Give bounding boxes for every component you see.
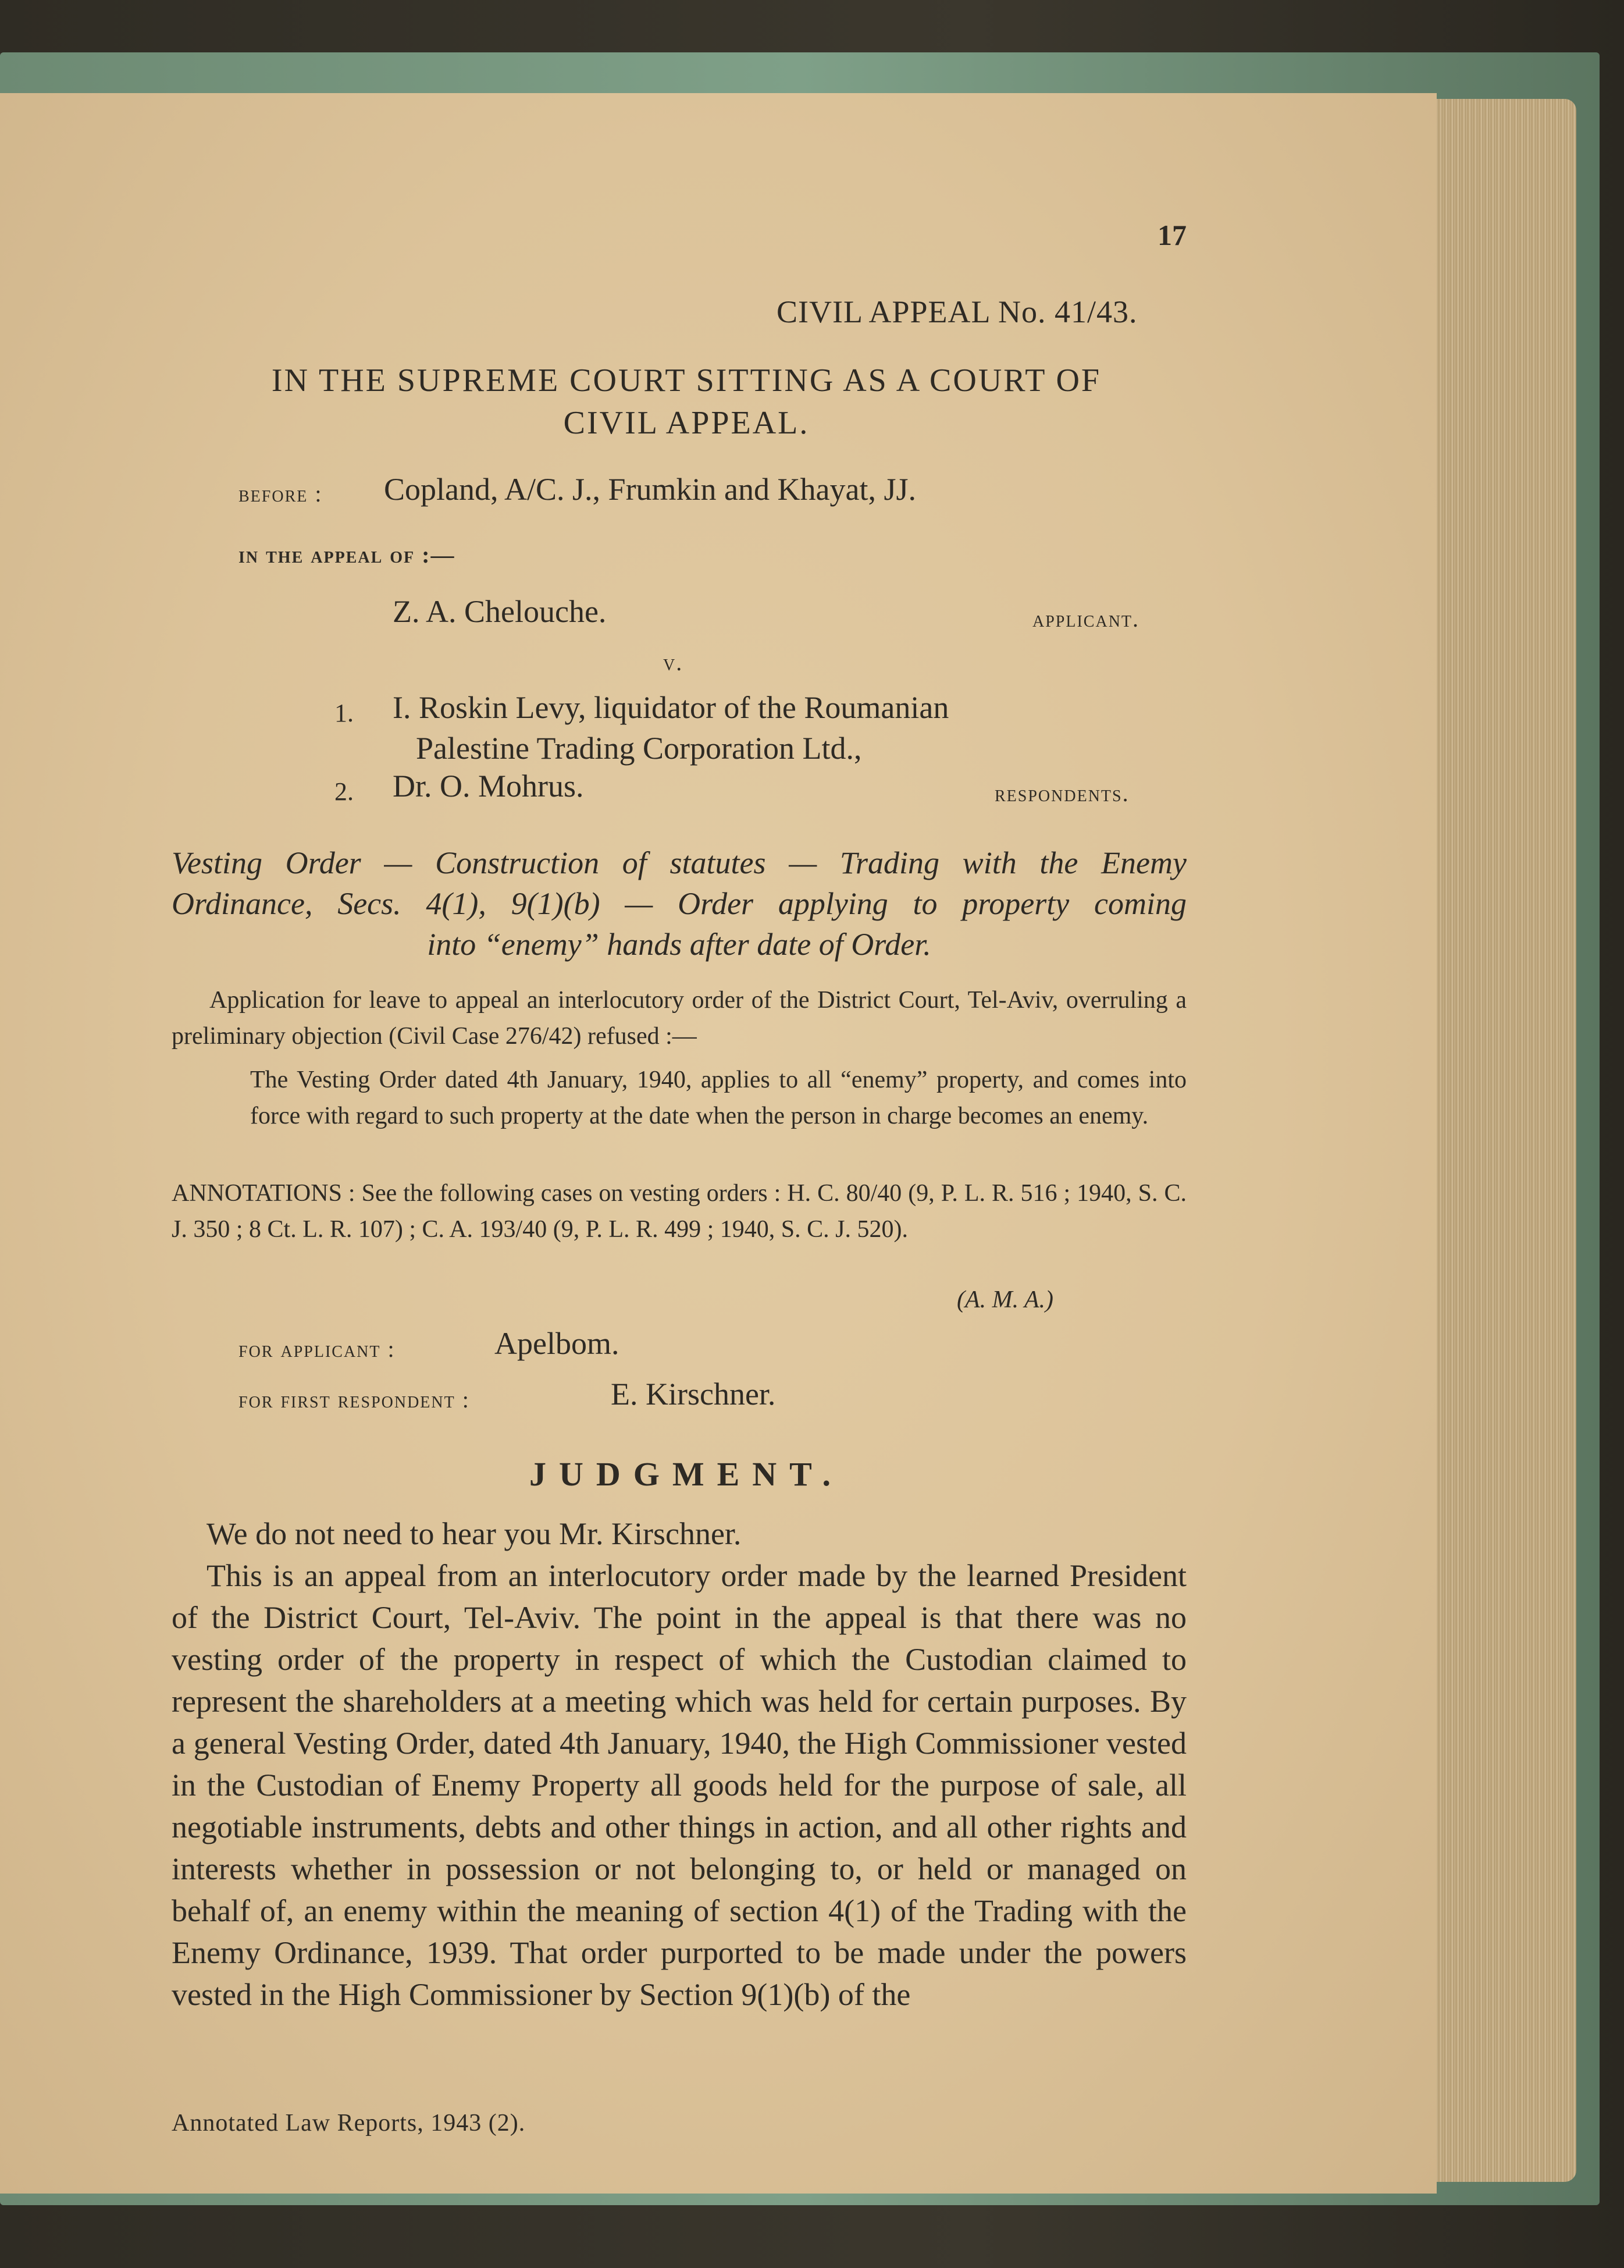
case-number: CIVIL APPEAL No. 41/43. <box>777 294 1138 329</box>
applicant-label: applicant. <box>1032 606 1140 632</box>
respondent-1-line1: I. Roskin Levy, liquidator of the Roumanian <box>393 690 949 725</box>
headnote-line-2: Ordinance, Secs. 4(1), 9(1)(b) — Order applying to property coming <box>172 886 1187 921</box>
before-label: before : <box>238 481 323 507</box>
court-heading-line1: IN THE SUPREME COURT SITTING AS A COURT OF <box>271 362 1102 399</box>
respondent-1-line2: Palestine Trading Corporation Ltd., <box>416 731 862 766</box>
in-the-appeal-of-label: in the appeal of :— <box>238 542 455 568</box>
annotations-paragraph: ANNOTATIONS : See the following cases on vesting orders : H. C. 80/40 (9, P. L. R. 516 ; 1940, S. C. J. 350 ; 8 Ct. L. R. 107) ; C. A. 193/40 (9, P. L. R. 499 ; 1940, S. C. J. 520). <box>172 1180 1187 1243</box>
versus: v. <box>663 649 683 676</box>
judgment-heading: JUDGMENT. <box>529 1455 844 1493</box>
page-footer: Annotated Law Reports, 1943 (2). <box>172 2110 526 2137</box>
respondent-2-number: 2. <box>334 777 354 806</box>
judgment-paragraph-1: We do not need to hear you Mr. Kirschner. <box>206 1516 742 1551</box>
holding-paragraph: The Vesting Order dated 4th January, 1940, applies to all “enemy” property, and comes into force with regard to such property at the date when the person in charge becomes an enemy. <box>250 1067 1187 1129</box>
respondents-label: respondents. <box>995 780 1130 806</box>
headnote-line-3: into “enemy” hands after date of Order. <box>427 927 931 962</box>
for-applicant-label: for applicant : <box>238 1336 396 1362</box>
before-judges: Copland, A/C. J., Frumkin and Khayat, JJ. <box>384 472 916 507</box>
court-heading-line2: CIVIL APPEAL. <box>563 405 810 441</box>
respondent-1-number: 1. <box>334 699 354 727</box>
summary-paragraph: Application for leave to appeal an interlocutory order of the District Court, Tel-Aviv, overruling a preliminary objection (Civil Case 276/42) refused :— <box>172 987 1187 1050</box>
judgment-paragraph-2: This is an appeal from an interlocutory order made by the learned President of the District Court, Tel-Aviv. The point in the appeal is that there was no vesting order of the property in respect of which the Custodian claimed to represent the shareholders at a meeting which was held for certain purposes. By a general Vesting Order, dated 4th January, 1940, the High Commissioner vested in the Custodian of Enemy Property all goods held for the purpose of sale, all negotiable instruments, debts and other things in action, and all other rights and interests whether in possession or not belonging to, or held or managed on behalf of, an enemy within the meaning of section 4(1) of the Trading with the Enemy Ordinance, 1939. That order purported to be made under the powers vested in the High Commissioner by Section 9(1)(b) of the <box>172 1558 1187 2012</box>
page-number: 17 <box>1158 219 1187 251</box>
annotator-initials: (A. M. A.) <box>957 1286 1054 1313</box>
for-first-respondent-label: for first respondent : <box>238 1387 470 1413</box>
applicant-name: Z. A. Chelouche. <box>393 594 607 629</box>
headnote-line-1: Vesting Order — Construction of statutes — Trading with the Enemy <box>172 845 1187 880</box>
for-applicant-name: Apelbom. <box>494 1326 619 1361</box>
for-first-respondent-name: E. Kirschner. <box>611 1377 776 1412</box>
book-page <box>0 93 1437 2194</box>
respondent-2-line1: Dr. O. Mohrus. <box>393 769 584 804</box>
page-edges <box>1419 99 1576 2182</box>
